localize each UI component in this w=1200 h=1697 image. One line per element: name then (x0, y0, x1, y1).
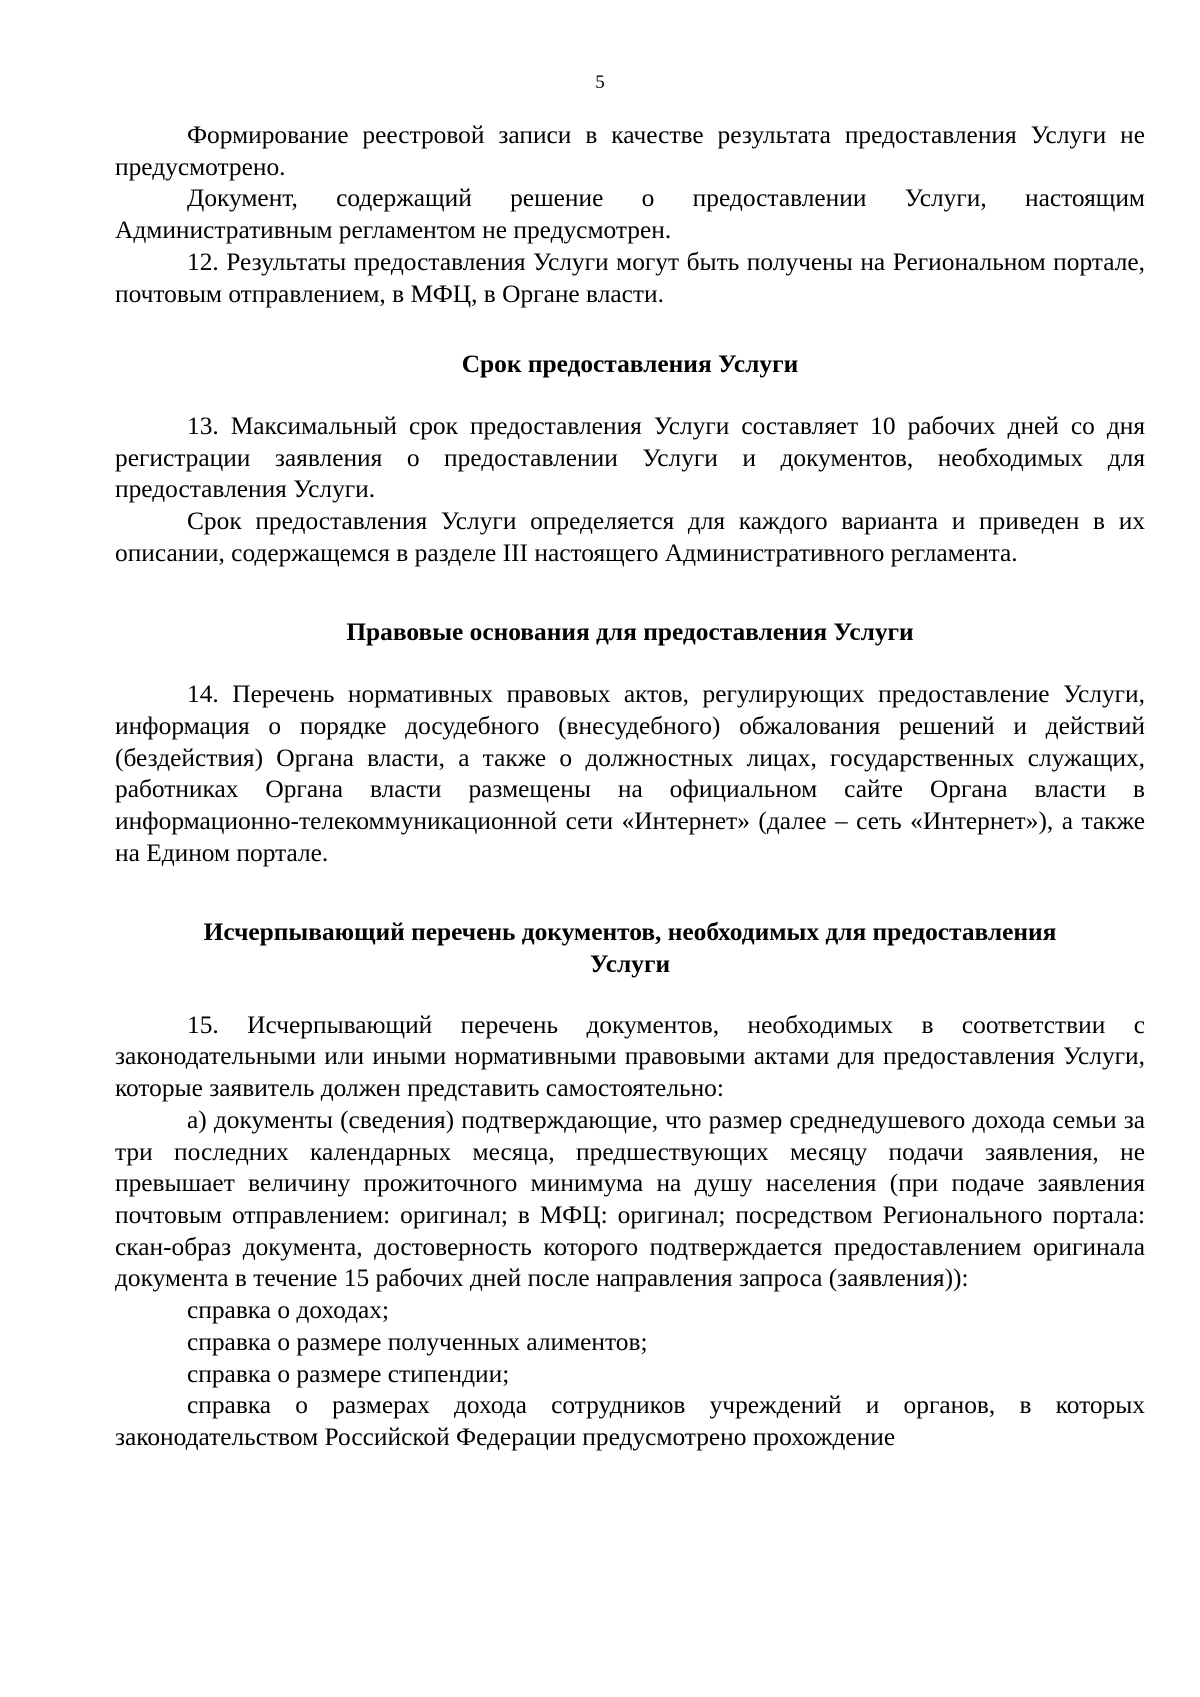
paragraph: Документ, содержащий решение о предоставлении Услуги, настоящим Административным регламентом не предусмотрен. (115, 184, 1145, 245)
document-body (115, 120, 1145, 1454)
list-item: справка о размере стипендии; (187, 1359, 510, 1388)
heading-line: Исчерпывающий перечень документов, необходимых для предоставления (203, 918, 1057, 947)
paragraph: Формирование реестровой записи в качестве результата предоставления Услуги не предусмотрено. (115, 121, 1145, 181)
paragraph: 15. Исчерпывающий перечень документов, необходимых в соответствии с законодательными или иными нормативными правовыми актами для предоставления Услуги, которые заявитель должен представить самостоятельно: (115, 1010, 1145, 1103)
heading-line: Услуги (589, 950, 671, 979)
paragraph: справка о размерах дохода сотрудников учреждений и органов, в которых законодательством Российской Федерации предусмотрено прохождение (115, 1391, 1145, 1451)
section-heading-legal: Правовые основания для предоставления Услуги (346, 618, 914, 647)
list-item: справка о размере полученных алиментов; (187, 1327, 648, 1356)
paragraph: 14. Перечень нормативных правовых актов, регулирующих предоставление Услуги, информация о порядке досудебного (внесудебного) обжалования решений и действий (бездействия) Органа власти, а также о должностных лицах, государственных служащих, работниках Органа власти размещены на официальном сайте Органа власти в информационно-телекоммуникационной сети «Интернет» (далее – сеть «Интернет»), а также на Едином портале. (115, 680, 1145, 867)
section-heading-docs (115, 917, 1145, 980)
list-item: справка о доходах; (187, 1296, 390, 1325)
page-number: 5 (595, 72, 605, 93)
section-heading-time: Срок предоставления Услуги (461, 350, 799, 379)
paragraph: а) документы (сведения) подтверждающие, что размер среднедушевого дохода семьи за три последних календарных месяца, предшествующих месяцу подачи заявления, не превышает величину прожиточного минимума на душу населения (при подаче заявления почтовым отправлением: оригинал; в МФЦ: оригинал; посредством Регионального портала: скан-образ документа, достоверность которого подтверждается предоставлением оригинала документа в течение 15 рабочих дней после направления запроса (заявления)): (115, 1105, 1145, 1293)
paragraph: 12. Результаты предоставления Услуги могут быть получены на Региональном портале, почтовым отправлением, в МФЦ, в Органе власти. (115, 247, 1145, 308)
paragraph: 13. Максимальный срок предоставления Услуги составляет 10 рабочих дней со дня регистрации заявления о предоставлении Услуги и документов, необходимых для предоставления Услуги. (115, 411, 1145, 504)
paragraph: Срок предоставления Услуги определяется для каждого варианта и приведен в их описании, содержащемся в разделе III настоящего Административного регламента. (115, 507, 1145, 567)
